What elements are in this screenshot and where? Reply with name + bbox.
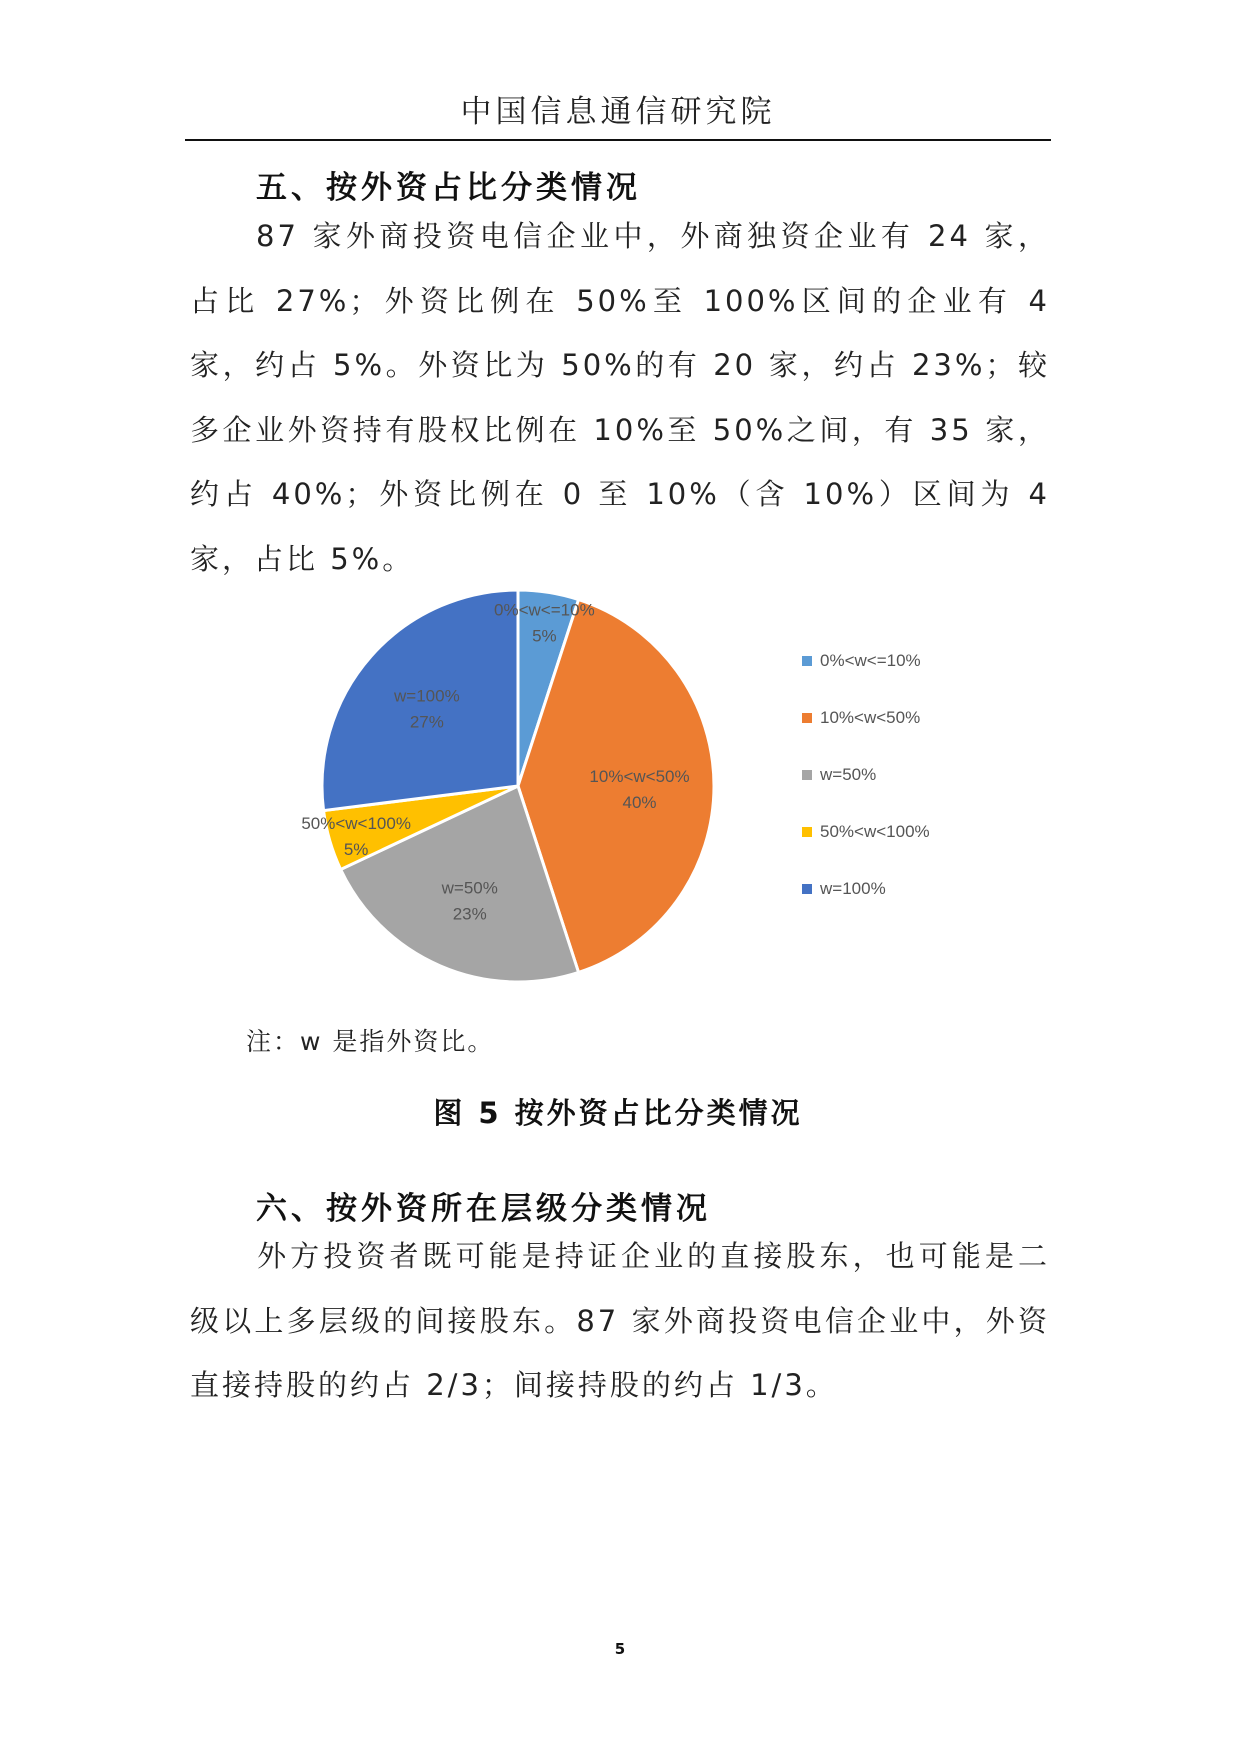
header-divider [185, 139, 1051, 141]
legend-swatch-0 [802, 656, 812, 666]
pie-category-label-1: 10%<w<50% [589, 767, 690, 786]
pie-percent-label-3: 5% [343, 840, 369, 860]
pie-percent-label-0: 5% [532, 626, 557, 646]
document-header: 中国信息通信研究院 [460, 94, 776, 130]
legend-label-4: w=100% [820, 879, 886, 898]
section-6-title: 六、按外资所在层级分类情况 [256, 1191, 711, 1227]
section-5-paragraph-text: 87 家外商投资电信企业中，外商独资企业有 24 家，占比 27%；外资比例在 50%至 100%区间的企业有 4 家，约占 5%。外资比为 50%的有 20 家，约占 23%；较多企业外资持有股权比例在 10%至 50%之间，有 35 家，约占 40%；外资比例在 0 至 10%（含 10%）区间为 4 家，占比 5%。 [190, 219, 1050, 576]
pie-percent-label-2: 23% [452, 904, 487, 924]
pie-percent-label-1: 40% [622, 793, 657, 812]
legend-swatch-3 [802, 827, 812, 837]
pie-category-label-3: 50%<w<100% [301, 814, 411, 834]
pie-percent-label-4: 27% [409, 712, 444, 732]
foreign-capital-ratio-pie-chart [300, 560, 960, 990]
legend-label-2: w=50% [820, 765, 877, 784]
chart-note: 注：w 是指外资比。 [246, 1027, 495, 1056]
pie-category-label-0: 0%<w<=10% [494, 600, 595, 620]
section-5-title: 五、按外资占比分类情况 [256, 170, 641, 206]
legend-label-1: 10%<w<50% [820, 708, 921, 727]
legend-label-3: 50%<w<100% [820, 822, 930, 841]
pie-category-label-4: w=100% [394, 686, 460, 706]
legend-swatch-2 [802, 770, 812, 780]
page-number: 5 [614, 1640, 626, 1658]
legend-swatch-4 [802, 884, 812, 894]
section-6-paragraph-text: 外方投资者既可能是持证企业的直接股东，也可能是二级以上多层级的间接股东。87 家外商投资电信企业中，外资直接持股的约占 2/3；间接持股的约占 1/3。 [190, 1239, 1050, 1402]
figure-caption: 图 5 按外资占比分类情况 [433, 1096, 803, 1130]
section-5-paragraph [190, 204, 1050, 591]
legend-swatch-1 [802, 713, 812, 723]
legend-label-0: 0%<w<=10% [820, 651, 921, 670]
pie-category-label-2: w=50% [441, 878, 498, 898]
section-6-paragraph [190, 1224, 1050, 1418]
